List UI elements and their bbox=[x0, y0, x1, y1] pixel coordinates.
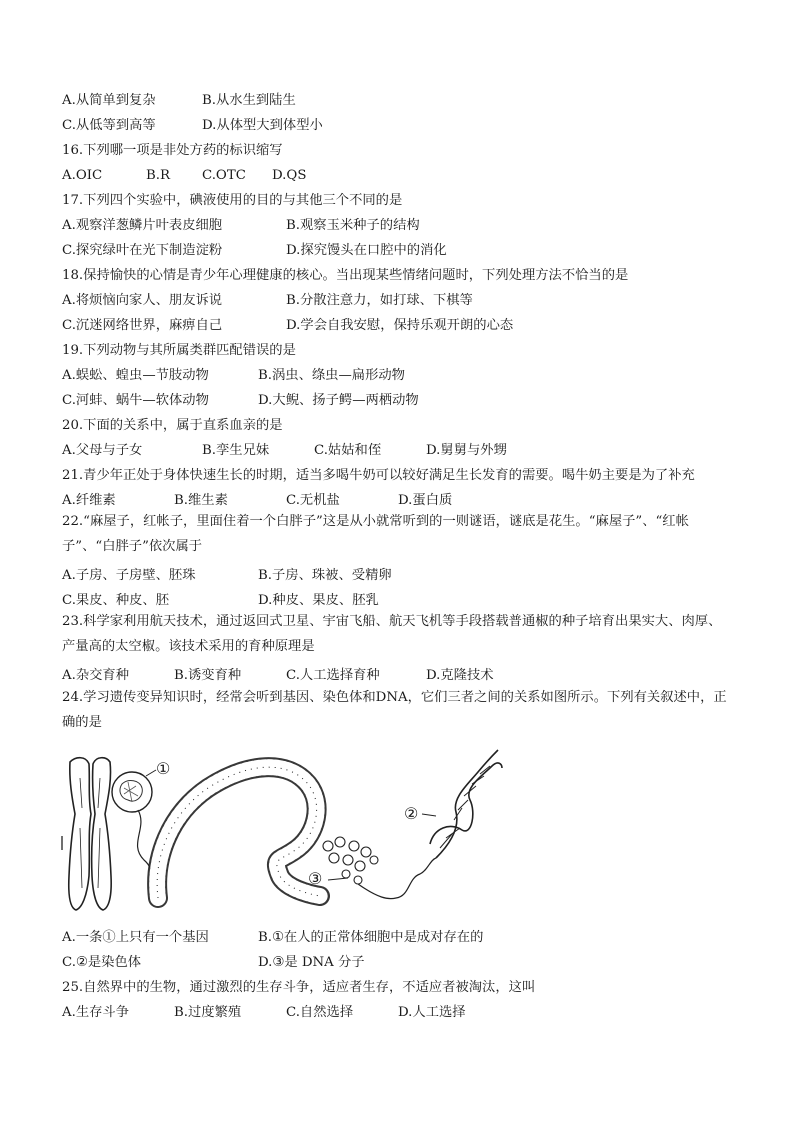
q18-stem: 18.保持愉快的心情是青少年心理健康的核心。当出现某些情绪问题时，下列处理方法不恰当的是 bbox=[62, 268, 629, 283]
q23-stem: 23.科学家利用航天技术，通过返回式卫星、宇宙飞船、航天飞机等手段搭载普通椒的种子培育出果实大、肉厚、产量高的太空椒。该技术采用的育种原理是 bbox=[62, 614, 722, 654]
q18-option-d: D.学会自我安慰，保持乐观开朗的心态 bbox=[286, 318, 514, 333]
nucleosome-beads bbox=[323, 837, 378, 884]
figure-label-2: ② bbox=[404, 804, 419, 823]
q20-option-d: D.舅舅与外甥 bbox=[426, 443, 507, 458]
chromatin-coil bbox=[157, 767, 323, 898]
q19-stem: 19.下列动物与其所属类群匹配错误的是 bbox=[62, 343, 296, 358]
magnified-circle bbox=[112, 772, 152, 812]
q20-stem: 20.下面的关系中，属于直系血亲的是 bbox=[62, 418, 283, 433]
q24-option-a: A.一条①上只有一个基因 bbox=[62, 930, 209, 945]
figure-label-3: ③ bbox=[308, 869, 323, 888]
q22-option-d: D.种皮、果皮、胚乳 bbox=[258, 593, 379, 608]
q17-option-c: C.探究绿叶在光下制造淀粉 bbox=[62, 243, 223, 258]
q25-option-b: B.过度繁殖 bbox=[174, 1005, 242, 1020]
q17-option-d: D.探究馒头在口腔中的消化 bbox=[286, 243, 447, 258]
q23-option-b: B.诱变育种 bbox=[174, 668, 242, 683]
q16-stem: 16.下列哪一项是非处方药的标识缩写 bbox=[62, 143, 283, 158]
q15-option-a: A.从简单到复杂 bbox=[62, 93, 156, 108]
q22-option-c: C.果皮、种皮、胚 bbox=[62, 593, 170, 608]
q20-option-a: A.父母与子女 bbox=[62, 443, 143, 458]
q17-option-b: B.观察玉米种子的结构 bbox=[286, 218, 420, 233]
q23-option-c: C.人工选择育种 bbox=[286, 668, 380, 683]
q17-option-a: A.观察洋葱鳞片叶表皮细胞 bbox=[62, 218, 223, 233]
q22-option-a: A.子房、子房壁、胚珠 bbox=[62, 568, 196, 583]
q18-option-b: B.分散注意力，如打球、下棋等 bbox=[286, 293, 473, 308]
q20-option-c: C.姑姑和侄 bbox=[314, 443, 382, 458]
q15-option-c: C.从低等到高等 bbox=[62, 118, 156, 133]
q25-option-d: D.人工选择 bbox=[398, 1005, 466, 1020]
chromosome-drawing bbox=[69, 758, 111, 910]
q25-option-c: C.自然选择 bbox=[286, 1005, 354, 1020]
q20-option-b: B.孪生兄妹 bbox=[202, 443, 270, 458]
q19-option-b: B.涡虫、绦虫—扁形动物 bbox=[258, 368, 405, 383]
q24-stem: 24.学习遗传变异知识时，经常会听到基因、染色体和DNA，它们三者之间的关系如图所示。下列有关叙述中，正确的是 bbox=[62, 690, 727, 730]
q16-option-b: B.R bbox=[146, 168, 171, 183]
q21-option-c: C.无机盐 bbox=[286, 493, 340, 508]
dna-double-helix bbox=[430, 750, 502, 858]
q15-option-b: B.从水生到陆生 bbox=[202, 93, 296, 108]
q16-option-a: A.OIC bbox=[62, 168, 103, 183]
q22-stem: 22.“麻屋子，红帐子，里面住着一个白胖子”这是从小就常听到的一则谜语，谜底是花生。“麻屋子”、“红帐子”、“白胖子”依次属于 bbox=[62, 514, 689, 554]
q18-option-a: A.将烦恼向家人、朋友诉说 bbox=[62, 293, 223, 308]
q21-option-a: A.纤维素 bbox=[62, 493, 116, 508]
q22-option-b: B.子房、珠被、受精卵 bbox=[258, 568, 392, 583]
figure-illustration bbox=[58, 748, 508, 918]
q23-option-a: A.杂交育种 bbox=[62, 668, 130, 683]
q18-option-c: C.沉迷网络世界，麻痹自己 bbox=[62, 318, 223, 333]
q24-option-c: C.②是染色体 bbox=[62, 955, 142, 970]
q21-option-d: D.蛋白质 bbox=[398, 493, 453, 508]
q25-option-a: A.生存斗争 bbox=[62, 1005, 130, 1020]
q24-option-b: B.①在人的正常体细胞中是成对存在的 bbox=[258, 930, 484, 945]
q21-option-b: B.维生素 bbox=[174, 493, 228, 508]
q25-stem: 25.自然界中的生物，通过激烈的生存斗争，适应者生存，不适应者被淘汰，这叫 bbox=[62, 980, 536, 995]
q21-stem: 21.青少年正处于身体快速生长的时期，适当多喝牛奶可以较好满足生长发育的需要。喝牛奶主要是为了补充 bbox=[62, 468, 695, 483]
q23-option-d: D.克隆技术 bbox=[426, 668, 494, 683]
gene-chromosome-dna-figure bbox=[58, 748, 508, 918]
q24-option-d: D.③是 DNA 分子 bbox=[258, 955, 365, 970]
q19-option-a: A.蜈蚣、蝗虫—节肢动物 bbox=[62, 368, 209, 383]
q16-option-c: C.OTC bbox=[202, 168, 246, 183]
q17-stem: 17.下列四个实验中，碘液使用的目的与其他三个不同的是 bbox=[62, 193, 403, 208]
q15-option-d: D.从体型大到体型小 bbox=[202, 118, 323, 133]
q19-option-c: C.河蚌、蜗牛—软体动物 bbox=[62, 393, 209, 408]
dna-thread bbox=[358, 858, 436, 899]
q16-option-d: D.QS bbox=[272, 168, 307, 183]
q19-option-d: D.大鲵、扬子鳄—两栖动物 bbox=[258, 393, 419, 408]
figure-label-1: ① bbox=[156, 759, 171, 778]
